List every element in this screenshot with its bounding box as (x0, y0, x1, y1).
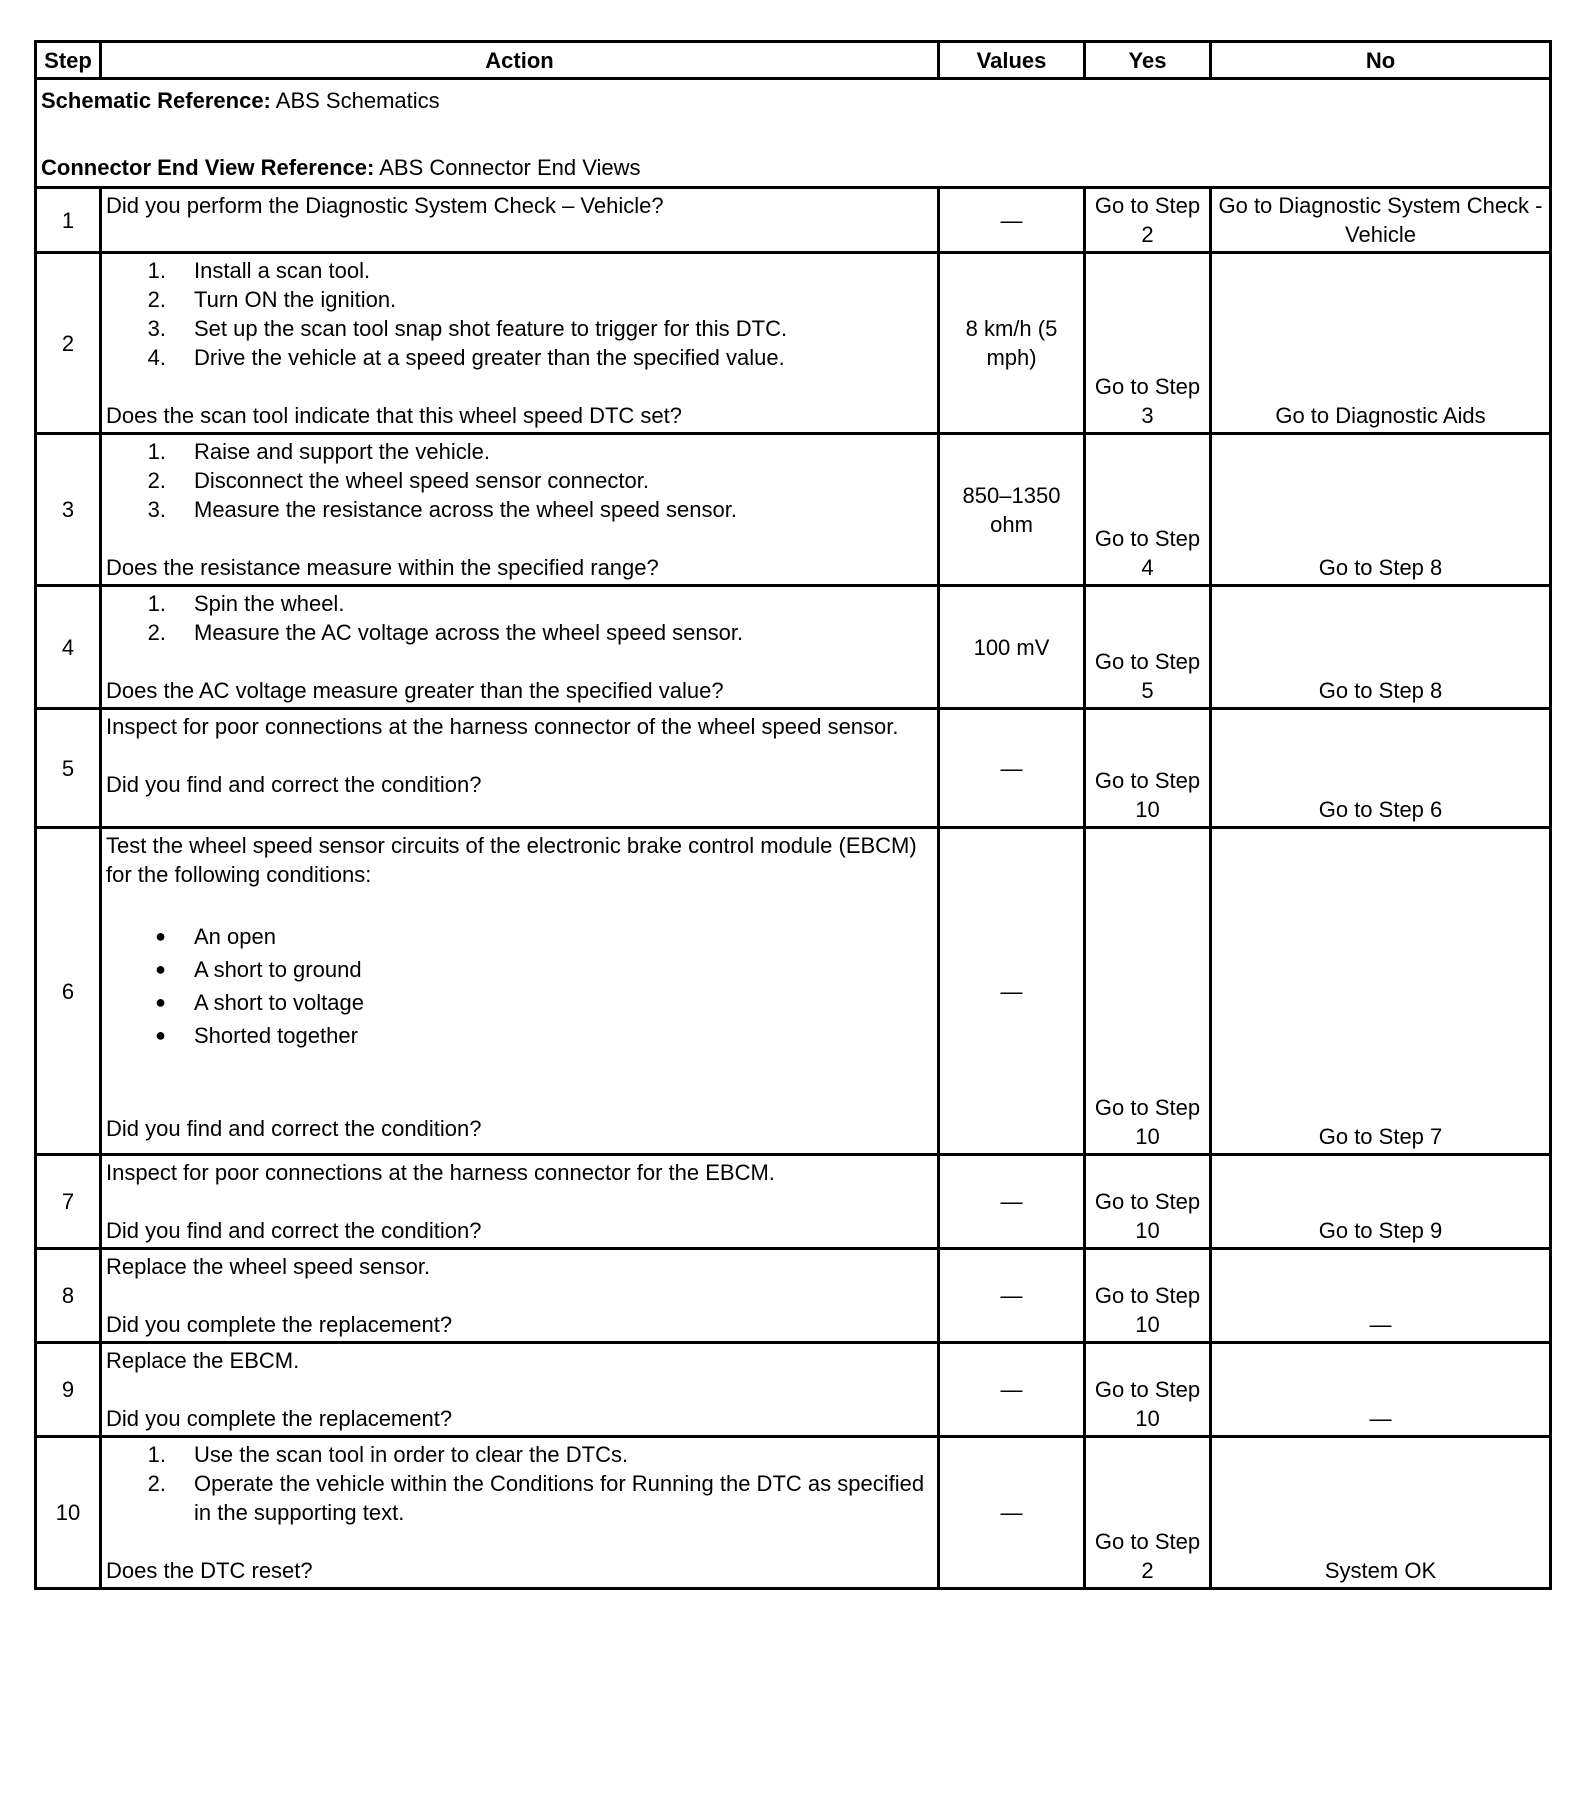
header-values: Values (939, 42, 1085, 79)
yes-cell: Go to Step 10 (1085, 1343, 1211, 1437)
list-item-text: Install a scan tool. (194, 258, 371, 283)
step-number: 3 (36, 434, 101, 586)
list-item-text: Raise and support the vehicle. (194, 439, 490, 464)
header-yes: Yes (1085, 42, 1211, 79)
schematic-reference (41, 86, 1545, 115)
action-cell (101, 1343, 939, 1437)
list-item-number: 4. (147, 345, 166, 370)
action-cell (101, 709, 939, 828)
action-text: Inspect for poor connections at the harness connector of the wheel speed sensor. (106, 714, 899, 739)
bullet-icon: ● (155, 992, 166, 1012)
no-cell: — (1211, 1343, 1551, 1437)
values-cell: — (939, 1343, 1085, 1437)
no-cell: Go to Step 6 (1211, 709, 1551, 828)
step-row (36, 188, 1551, 253)
action-cell (101, 586, 939, 709)
bullet-icon: ● (155, 926, 166, 946)
step-number: 9 (36, 1343, 101, 1437)
yes-cell: Go to Step 2 (1085, 1437, 1211, 1589)
action-cell (101, 1249, 939, 1343)
bullet-icon: ● (155, 959, 166, 979)
list-item-number: 3. (147, 316, 166, 341)
step-number: 1 (36, 188, 101, 253)
list-item-number: 2. (147, 468, 166, 493)
action-question: Did you complete the replacement? (106, 1312, 453, 1337)
numbered-list (106, 256, 933, 372)
no-cell: Go to Step 8 (1211, 586, 1551, 709)
list-item-text: A short to voltage (194, 990, 364, 1015)
list-item (106, 256, 933, 285)
connector-reference-label: Connector End View Reference: (41, 155, 375, 180)
list-item (106, 437, 933, 466)
step-row (36, 586, 1551, 709)
yes-cell: Go to Step 10 (1085, 1155, 1211, 1249)
header-step: Step (36, 42, 101, 79)
list-item (106, 466, 933, 495)
list-item-text: Operate the vehicle within the Conditions for Running the DTC as specified in the supporting text. (194, 1471, 925, 1525)
list-item-text: Measure the AC voltage across the wheel speed sensor. (194, 620, 744, 645)
list-item-text: Turn ON the ignition. (194, 287, 397, 312)
list-item-text: Measure the resistance across the wheel speed sensor. (194, 497, 737, 522)
schematic-reference-value: ABS Schematics (275, 88, 440, 113)
numbered-list (106, 437, 933, 524)
connector-reference-value: ABS Connector End Views (379, 155, 641, 180)
list-item (106, 1440, 933, 1469)
values-cell: — (939, 1155, 1085, 1249)
diagnostic-table (34, 40, 1552, 1590)
action-question: Does the resistance measure within the specified range? (106, 555, 659, 580)
no-cell: System OK (1211, 1437, 1551, 1589)
list-item-number: 2. (147, 620, 166, 645)
action-text: Test the wheel speed sensor circuits of the electronic brake control module (EBCM) for the following conditions: (106, 833, 917, 887)
values-cell: — (939, 188, 1085, 253)
step-row (36, 709, 1551, 828)
step-number: 7 (36, 1155, 101, 1249)
action-question: Did you find and correct the condition? (106, 772, 482, 797)
numbered-list (106, 1440, 933, 1527)
no-cell: Go to Step 8 (1211, 434, 1551, 586)
step-row (36, 1249, 1551, 1343)
list-item (106, 618, 933, 647)
numbered-list (106, 589, 933, 647)
yes-cell: Go to Step 10 (1085, 1249, 1211, 1343)
list-item-number: 1. (147, 258, 166, 283)
step-row (36, 1437, 1551, 1589)
no-cell: Go to Diagnostic Aids (1211, 253, 1551, 434)
header-no: No (1211, 42, 1551, 79)
list-item (106, 1469, 933, 1527)
action-text: Inspect for poor connections at the harness connector for the EBCM. (106, 1160, 775, 1185)
values-cell: 100 mV (939, 586, 1085, 709)
action-cell (101, 1155, 939, 1249)
list-item (106, 343, 933, 372)
no-cell: Go to Step 7 (1211, 828, 1551, 1155)
action-question: Does the AC voltage measure greater than the specified value? (106, 678, 724, 703)
list-item-number: 1. (147, 1442, 166, 1467)
yes-cell: Go to Step 5 (1085, 586, 1211, 709)
list-item (106, 1019, 933, 1052)
list-item-text: Disconnect the wheel speed sensor connector. (194, 468, 649, 493)
yes-cell: Go to Step 4 (1085, 434, 1211, 586)
no-cell: — (1211, 1249, 1551, 1343)
list-item-number: 3. (147, 497, 166, 522)
step-number: 10 (36, 1437, 101, 1589)
action-cell (101, 434, 939, 586)
list-item (106, 314, 933, 343)
bullet-icon: ● (155, 1025, 166, 1045)
list-item-text: Set up the scan tool snap shot feature to trigger for this DTC. (194, 316, 788, 341)
list-item-text: An open (194, 924, 276, 949)
step-row (36, 1155, 1551, 1249)
action-question: Did you find and correct the condition? (106, 1218, 482, 1243)
no-cell: Go to Diagnostic System Check - Vehicle (1211, 188, 1551, 253)
values-cell: — (939, 709, 1085, 828)
list-item-text: Use the scan tool in order to clear the DTCs. (194, 1442, 629, 1467)
action-cell (101, 253, 939, 434)
action-cell (101, 188, 939, 253)
yes-cell: Go to Step 2 (1085, 188, 1211, 253)
list-item-number: 2. (147, 1471, 166, 1496)
step-row (36, 1343, 1551, 1437)
list-item-text: Spin the wheel. (194, 591, 345, 616)
values-cell: — (939, 1437, 1085, 1589)
list-item (106, 986, 933, 1019)
step-number: 5 (36, 709, 101, 828)
action-question: Does the scan tool indicate that this wheel speed DTC set? (106, 403, 682, 428)
step-row (36, 828, 1551, 1155)
yes-cell: Go to Step 10 (1085, 828, 1211, 1155)
list-item (106, 920, 933, 953)
list-item (106, 953, 933, 986)
step-row (36, 434, 1551, 586)
step-number: 4 (36, 586, 101, 709)
action-text: Replace the EBCM. (106, 1348, 300, 1373)
action-question: Does the DTC reset? (106, 1558, 313, 1583)
values-cell: 850–1350 ohm (939, 434, 1085, 586)
action-text: Did you perform the Diagnostic System Check – Vehicle? (106, 193, 664, 218)
step-row (36, 253, 1551, 434)
no-cell: Go to Step 9 (1211, 1155, 1551, 1249)
values-cell: — (939, 828, 1085, 1155)
list-item (106, 285, 933, 314)
values-cell: — (939, 1249, 1085, 1343)
list-item (106, 495, 933, 524)
list-item-number: 1. (147, 439, 166, 464)
step-number: 6 (36, 828, 101, 1155)
action-cell (101, 828, 939, 1155)
list-item (106, 589, 933, 618)
header-row (36, 42, 1551, 79)
reference-row (36, 79, 1551, 188)
connector-reference (41, 153, 1545, 182)
bullet-list (106, 920, 933, 1052)
action-question: Did you find and correct the condition? (106, 1116, 482, 1141)
yes-cell: Go to Step 3 (1085, 253, 1211, 434)
action-cell (101, 1437, 939, 1589)
action-question: Did you complete the replacement? (106, 1406, 453, 1431)
header-action: Action (101, 42, 939, 79)
step-number: 2 (36, 253, 101, 434)
list-item-text: Shorted together (194, 1023, 358, 1048)
yes-cell: Go to Step 10 (1085, 709, 1211, 828)
list-item-text: A short to ground (194, 957, 362, 982)
list-item-number: 2. (147, 287, 166, 312)
list-item-number: 1. (147, 591, 166, 616)
reference-cell (36, 79, 1551, 188)
schematic-reference-label: Schematic Reference: (41, 88, 271, 113)
list-item-text: Drive the vehicle at a speed greater than the specified value. (194, 345, 785, 370)
values-cell: 8 km/h (5 mph) (939, 253, 1085, 434)
action-text: Replace the wheel speed sensor. (106, 1254, 431, 1279)
step-number: 8 (36, 1249, 101, 1343)
